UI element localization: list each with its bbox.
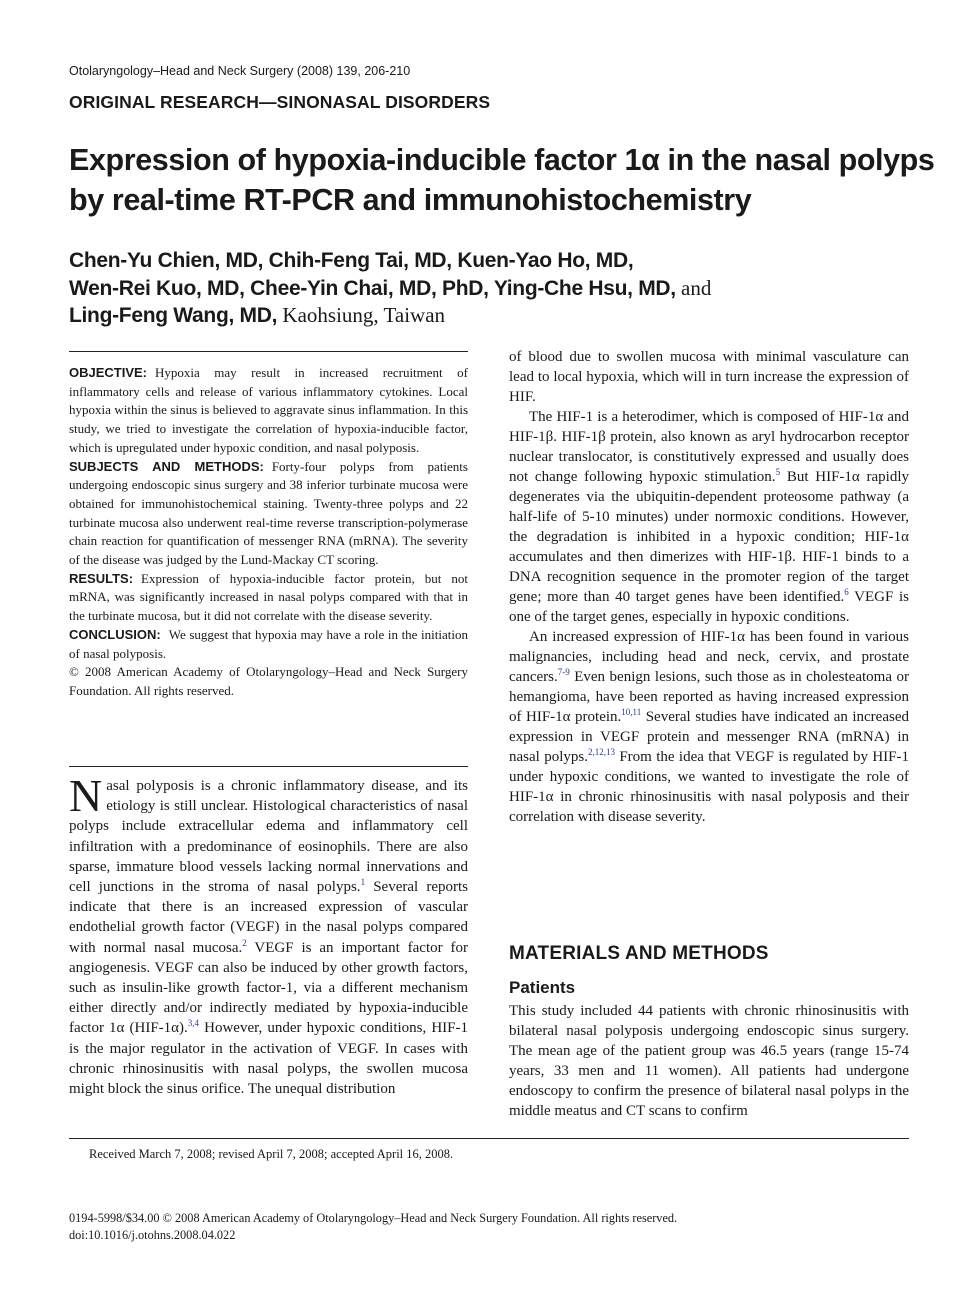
section-heading: MATERIALS AND METHODS [509, 943, 769, 964]
patients-paragraph [509, 1001, 909, 1121]
body-paragraph: of blood due to swollen mucosa with minimal vasculature can lead to local hypoxia, which will in turn increase the expression of HIF. [509, 349, 909, 405]
objective-label: OBJECTIVE: [69, 365, 148, 380]
methods-text: Forty-four polyps from patients undergoing endoscopic sinus surgery and 38 inferior turbinate mucosa were obtained for immunohistochemical staining. Twenty-three polyps and 22 turbinate mucosa also underwent real-time reverse transcription-polymerase chain reaction for quantification of messenger RNA (mRNA). The severity of the disease was judged by the Lund-Mackay CT scoring. [69, 458, 468, 568]
authors-line-3: Ling-Feng Wang, MD, [69, 304, 278, 327]
issn-copyright: 0194-5998/$34.00 © 2008 American Academy of Otolaryngology–Head and Neck Surgery Foundation. All rights reserved. [69, 1211, 678, 1225]
citation-link[interactable]: 5 [775, 467, 781, 477]
abstract [69, 364, 468, 701]
journal-citation: Otolaryngology–Head and Neck Surgery (2008) 139, 206-210 [69, 64, 411, 78]
citation-link[interactable]: 2 [242, 937, 247, 948]
citation-link[interactable]: 10,11 [621, 707, 642, 717]
section-label: ORIGINAL RESEARCH—SINONASAL DISORDERS [69, 92, 491, 112]
drop-cap: N [69, 770, 103, 821]
introduction-right-column [509, 347, 909, 827]
intro-text-d: However, under hypoxic conditions, HIF-1 is the major regulator in the activation of VEGF. In cases with chronic rhinosinusitis with nasal polyps, the swollen mucosa might block the sinus orifice. The unequal distribution [69, 1020, 468, 1098]
citation-link[interactable]: 1 [360, 877, 366, 888]
citation-link[interactable]: 3,4 [187, 1018, 200, 1029]
intro-paragraph [69, 770, 468, 1099]
body-text: Even benign lesions, such those as in cholesteatoma or hemangioma, have been reported as having increased expression of HIF-1α protein. [509, 669, 909, 725]
abstract-results [69, 570, 468, 626]
intro-text-a: asal polyposis is a chronic inflammatory disease, and its etiology is still unclear. Histological characteristics of nasal polyps include extracellular edema and inflammatory cell infiltration with a predominance of eosinophils. There are also sparse, immature blood vessels lacking normal innervations and cell junctions in the stroma of nasal polyps. [69, 778, 468, 896]
doi-link[interactable]: doi:10.1016/j.otohns.2008.04.022 [69, 1228, 236, 1242]
body-text: This study included 44 patients with chronic rhinosinusitis with bilateral nasal polyposis undergoing endoscopic sinus surgery. The mean age of the patient group was 46.5 years (range 15-74 years, 33 men and 11 women). All patients had undergone endoscopy to confirm the presence of bilateral nasal polyps in the middle meatus and CT scans to confirm [509, 1003, 909, 1119]
footer-rule [69, 1138, 909, 1139]
authors-and: and [681, 275, 712, 300]
subsection-heading: Patients [509, 978, 576, 997]
body-text: Several studies have indicated an increased expression in VEGF protein and messenger RNA (mRNA) in nasal polyps. [509, 709, 909, 765]
authors-line-2: Wen-Rei Kuo, MD, Chee-Yin Chai, MD, PhD, Ying-Che Hsu, MD, [69, 276, 676, 300]
body-text: VEGF is one of the target genes, especially in hypoxic conditions. [509, 589, 909, 625]
abstract-bottom-rule [69, 766, 468, 767]
results-text: Expression of hypoxia-inducible factor protein, but not mRNA, was significantly increased in nasal polyps compared with that in the turbinate mucosa, but it did not correlate with the disease severity. [69, 570, 468, 624]
objective-text: Hypoxia may result in increased recruitment of inflammatory cells and release of various inflammatory cytokines. Local hypoxia within the sinus is believed to aggravate sinus inflammation. In this study, we tried to investigate the correlation of hypoxia-inducible factor, which is upregulated under hypoxic condition, and nasal polyposis. [69, 365, 468, 455]
conclusion-text: We suggest that hypoxia may have a role in the initiation of nasal polyposis. [69, 626, 468, 661]
body-paragraph [509, 407, 909, 627]
intro-text-b: Several reports indicate that there is an increased expression of vascular endothelial growth factor (VEGF) in the nasal polyps compared with normal nasal mucosa. [69, 879, 468, 956]
abstract-copyright: © 2008 American Academy of Otolaryngology–Head and Neck Surgery Foundation. All rights reserved. [69, 664, 468, 698]
abstract-top-rule [69, 351, 468, 352]
body-text: An increased expression of HIF-1α has been found in various malignancies, including head and neck, cervix, and prostate cancers. [509, 629, 909, 685]
intro-text-c: VEGF is an important factor for angiogenesis. VEGF can also be induced by other growth factors, such as insulin-like growth factor-1, via a different mechanism either directly and/or indirectly mediated by hypoxia-inducible factor 1α (HIF-1α). [69, 939, 468, 1037]
introduction-left-column [69, 770, 468, 1099]
abstract-conclusion [69, 626, 468, 663]
abstract-methods [69, 458, 468, 570]
body-text: But HIF-1α rapidly degenerates via the ubiquitin-dependent proteosome pathway (a half-life of 5-10 minutes) under normoxic conditions. However, the degradation is inhibited in a hypoxic condition; HIF-1α accumulates and then dimerizes with HIF-1β. HIF-1 binds to a DNA recognition sequence in the promoter region of the target gene; more than 40 target genes have been identified. [509, 469, 910, 605]
body-paragraph [509, 627, 909, 827]
body-text: The HIF-1 is a heterodimer, which is composed of HIF-1α and HIF-1β. HIF-1β protein, also known as aryl hydrocarbon receptor nuclear translocator, is constitutively expressed and usually does not change following hypoxic stimulation. [509, 409, 909, 485]
author-list [69, 247, 929, 330]
results-label: RESULTS: [69, 570, 134, 586]
authors-line-1: Chen-Yu Chien, MD, Chih-Feng Tai, MD, Kuen-Yao Ho, MD, [69, 249, 634, 272]
conclusion-label: CONCLUSION: [69, 626, 161, 642]
article-title: Expression of hypoxia-inducible factor 1α in the nasal polyps by real-time RT-PCR and immunohistochemistry [69, 143, 935, 217]
abstract-objective [69, 364, 468, 458]
methods-label: SUBJECTS AND METHODS: [69, 458, 264, 474]
citation-link[interactable]: 2,12,13 [587, 747, 615, 757]
received-dates: Received March 7, 2008; revised April 7, 2008; accepted April 16, 2008. [89, 1147, 454, 1161]
author-location: Kaohsiung, Taiwan [282, 303, 446, 327]
citation-link[interactable]: 6 [844, 587, 849, 597]
citation-link[interactable]: 7-9 [557, 667, 570, 677]
body-text: From the idea that VEGF is regulated by HIF-1 under hypoxic conditions, we wanted to investigate the role of HIF-1α in chronic rhinosinusitis with nasal polyposis and their correlation with disease severity. [509, 749, 909, 825]
